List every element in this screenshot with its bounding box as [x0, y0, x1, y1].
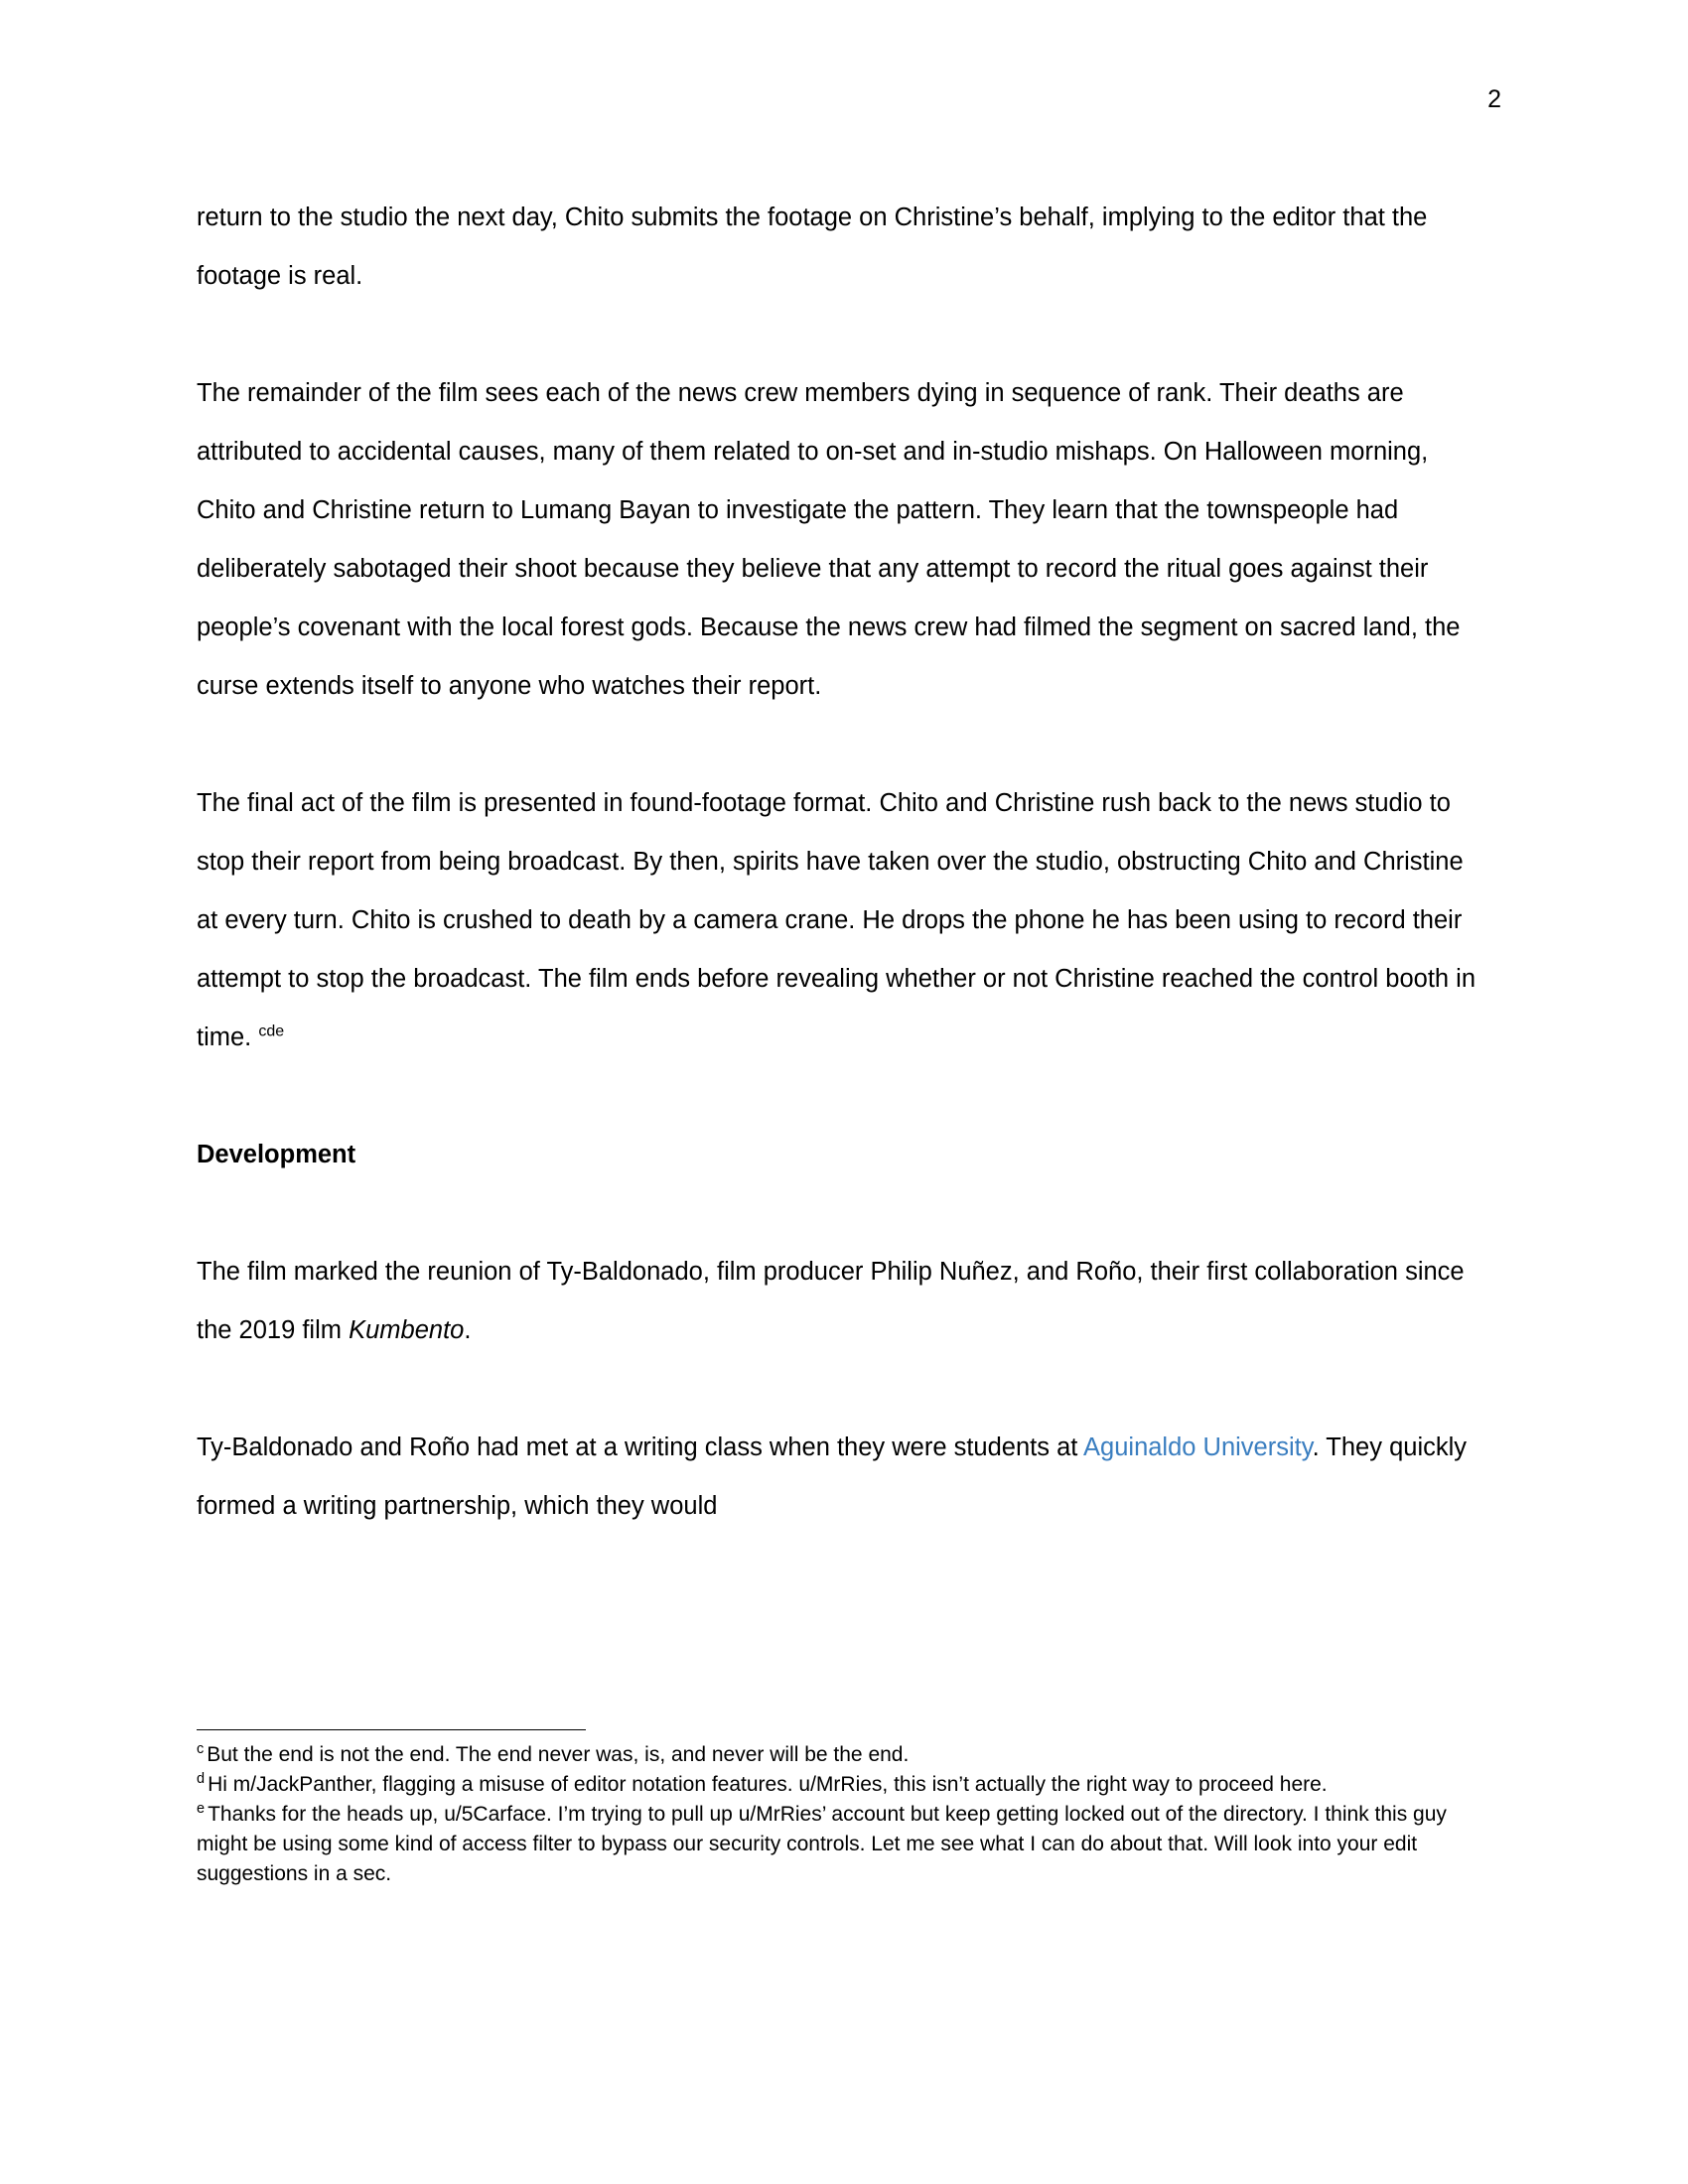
link-aguinaldo-university[interactable]: Aguinaldo University [1083, 1433, 1313, 1461]
footnotes-section [197, 1729, 1487, 1889]
footnote-marker-c: c [197, 1741, 205, 1757]
film-title-kumbento: Kumbento [349, 1316, 465, 1344]
footnote-e-text: Thanks for the heads up, u/5Carface. I’m trying to pull up u/MrRies’ account but keep getting locked out of the directory. I think this guy might be using some kind of access filter to bypass our security controls. Let me see what I can do about that. Will look into your edit suggestions in a sec. [197, 1803, 1447, 1885]
paragraph-3 [197, 774, 1487, 1067]
paragraph-5-part-2: . They quickly formed a writing partnership, which they would [197, 1433, 1468, 1520]
paragraph-2: The remainder of the film sees each of the news crew members dying in sequence of rank. Their deaths are attributed to accidental causes, many of them related to on-set and in-studio mishaps. On Halloween morning, Chito and Christine return to Lumang Bayan to investigate the pattern. They learn that the townspeople had deliberately sabotaged their shoot because they believe that any attempt to record the ritual goes against their people’s covenant with the local forest gods. Because the news crew had filmed the segment on sacred land, the curse extends itself to anyone who watches their report. [197, 379, 1461, 700]
paragraph-1: return to the studio the next day, Chito submits the footage on Christine’s behalf, implying to the editor that the footage is real. [197, 204, 1428, 290]
paragraph-3-text: The final act of the film is presented in found-footage format. Chito and Christine rush back to the news studio to stop their report from being broadcast. By then, spirits have taken over the studio, obstructing Chito and Christine at every turn. Chito is crushed to death by a camera crane. He drops the phone he has been using to record their attempt to stop the broadcast. The film ends before revealing whether or not Christine reached the control booth in time. [197, 789, 1477, 1051]
paragraph-5-part-1: Ty-Baldonado and Roño had met at a writing class when they were students at [197, 1433, 1084, 1461]
footnote-c [197, 1740, 1487, 1770]
footnote-reference-cde[interactable]: cde [258, 1023, 285, 1040]
footnote-marker-d: d [197, 1771, 206, 1787]
footnote-marker-e: e [197, 1801, 206, 1817]
paragraph-4 [197, 1243, 1487, 1360]
paragraph-4-part-1: The film marked the reunion of Ty-Baldonado, film producer Philip Nuñez, and Roño, their first collaboration since the 2019 film [197, 1258, 1465, 1344]
section-heading-development: Development [197, 1141, 356, 1168]
page-number: 2 [1487, 85, 1501, 113]
footnote-separator-rule [197, 1729, 586, 1730]
footnote-d-text: Hi m/JackPanther, flagging a misuse of editor notation features. u/MrRies, this isn’t actually the right way to proceed here. [208, 1773, 1328, 1796]
paragraph-5 [197, 1419, 1487, 1536]
footnote-e [197, 1800, 1487, 1889]
document-body [197, 189, 1487, 1536]
paragraph-4-part-2: . [464, 1316, 472, 1344]
footnote-c-text: But the end is not the end. The end never was, is, and never will be the end. [207, 1743, 910, 1766]
footnote-d [197, 1770, 1487, 1800]
